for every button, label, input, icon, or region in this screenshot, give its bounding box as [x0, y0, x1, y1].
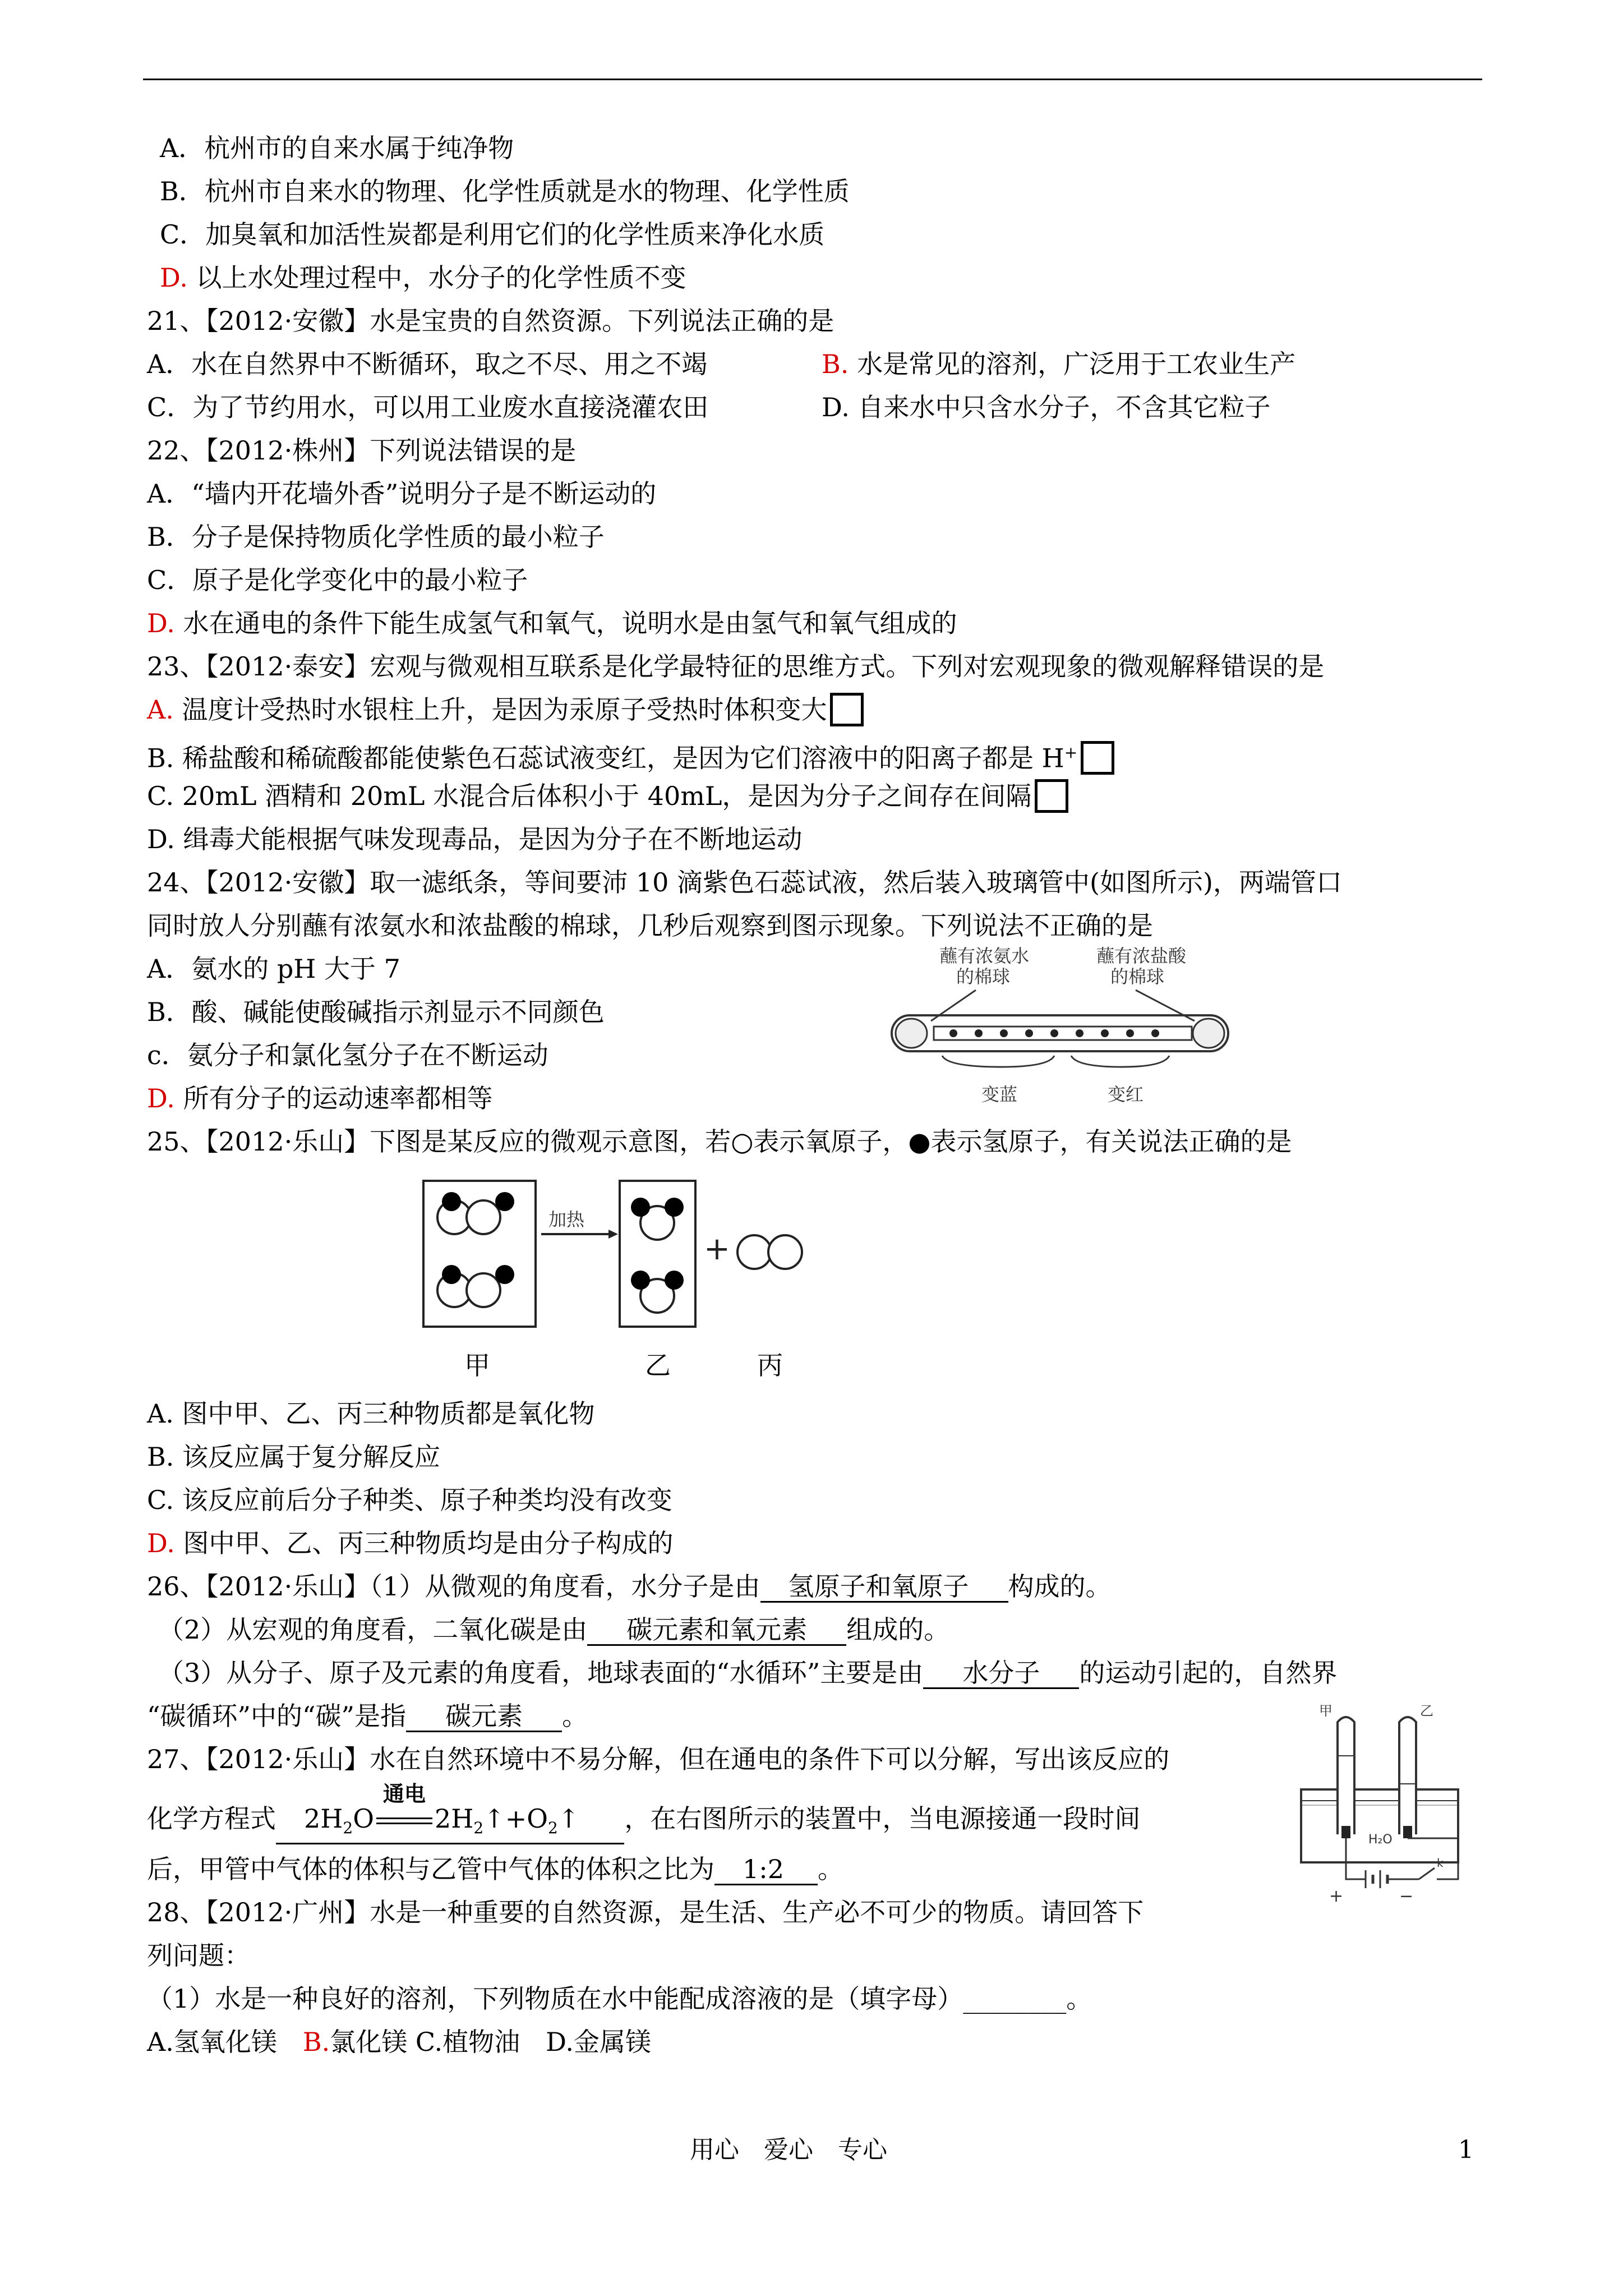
q24-option-a: A．氨水的 pH 大于 7 [147, 954, 400, 984]
q25-option-b: B. 该反应属于复分解反应 [147, 1442, 441, 1472]
answer-blank: 碳元素和氧元素 [587, 1615, 846, 1646]
answer-blank: 1:2 [714, 1855, 818, 1885]
plus-sign: + [704, 1231, 730, 1267]
q21-stem: 21、【2012·安徽】水是宝贵的自然资源。下列说法正确的是 [147, 306, 834, 336]
q20-option-c: C．加臭氧和加活性炭都是利用它们的化学性质来净化水质 [160, 219, 825, 250]
tube-label-jia: 甲 [1319, 1703, 1332, 1719]
chemical-equation: $2H_2O$ 通电 $2H_2↑+O_2↑$ [276, 1804, 624, 1844]
q20-option-a: A．杭州市的自来水属于纯净物 [160, 133, 514, 163]
q26-part4: “碳循环”中的“碳”是指 碳元素 。 [147, 1701, 588, 1731]
electrode-left [1341, 1826, 1350, 1838]
q21-option-a: A．水在自然界中不断循环，取之不尽、用之不竭 [147, 349, 708, 379]
fig-label-left-1: 蘸有浓氨水 [939, 945, 1030, 967]
cotton-ball-right [1193, 1019, 1224, 1048]
switch-label: k [1437, 1856, 1444, 1870]
q21-option-c: C．为了节约用水，可以用工业废水直接浇灌农田 [147, 392, 709, 422]
answer-letter: A. [147, 694, 174, 725]
q21-option-b: B. 水是常见的溶剂，广泛用于工农业生产 [822, 349, 1296, 379]
q24-stem-line1: 24、【2012·安徽】取一滤纸条，等间要沛 10 滴紫色石蕊试液，然后装入玻璃管中(如图所示)，两端管口 [147, 867, 1342, 898]
q25-option-c: C. 该反应前后分子种类、原子种类均没有改变 [147, 1485, 672, 1515]
q24-option-d: D. 所有分子的运动速率都相等 [147, 1083, 493, 1114]
q23-option-b: B. 稀盐酸和稀硫酸都能使紫色石蕊试液变红，是因为它们溶液中的阳离子都是 H+ [147, 736, 1114, 775]
q26-part3: （3）从分子、原子及元素的角度看，地球表面的“水循环”主要是由 水分子 的运动引起的，自然界 [158, 1658, 1338, 1688]
q26-part2: （2）从宏观的角度看，二氧化碳是由 碳元素和氧元素 组成的。 [158, 1614, 950, 1645]
fig-label-left-2: 的棉球 [956, 966, 1011, 987]
footer-motto: 用心 爱心 专心 [690, 2136, 887, 2164]
q25-option-a: A. 图中甲、乙、丙三种物质都是氧化物 [147, 1398, 595, 1429]
page-number: 1 [1458, 2136, 1474, 2164]
q22-option-b: B．分子是保持物质化学性质的最小粒子 [147, 522, 605, 552]
q28-stem-line2: 列问题： [147, 1940, 250, 1971]
positive-terminal: + [1329, 1887, 1344, 1906]
fig-label-right-1: 蘸有浓盐酸 [1096, 945, 1187, 967]
fig-label-blue: 变蓝 [981, 1084, 1018, 1105]
answer-box [1035, 779, 1068, 813]
q21-option-d: D. 自来水中只含水分子，不含其它粒子 [822, 392, 1271, 422]
reaction-diagram [421, 1178, 824, 1391]
q26-part1: 26、【2012·乐山】（1）从微观的角度看，水分子是由 氢原子和氧原子 构成的。 [147, 1571, 1112, 1602]
answer-box [830, 693, 864, 726]
answer-letter: B. [822, 349, 849, 379]
answer-letter: D. [160, 263, 188, 293]
electrolysis-apparatus [1290, 1694, 1469, 1907]
q22-stem: 22、【2012·株州】下列说法错误的是 [147, 435, 577, 466]
answer-blank: 水分子 [923, 1658, 1079, 1689]
q22-option-a: A．“墙内开花墙外香”说明分子是不断运动的 [147, 478, 657, 509]
equation-condition: 通电 [382, 1782, 426, 1806]
cotton-ball-left [896, 1019, 927, 1048]
tube-yi [1399, 1717, 1416, 1834]
q23-option-d: D. 缉毒犬能根据气味发现毒品，是因为分子在不断地运动 [147, 824, 803, 854]
q28-options: A.氢氧化镁 B.氯化镁 C.植物油 D.金属镁 [147, 2027, 651, 2057]
q24-option-c: c．氨分子和氯化氢分子在不断运动 [147, 1040, 548, 1070]
answer-letter: D. [147, 1083, 175, 1114]
q24-option-b: B．酸、碱能使酸碱指示剂显示不同颜色 [147, 997, 605, 1027]
label-jia: 甲 [464, 1350, 490, 1381]
q27-equation-line: 化学方程式 $2H_2O$ 通电 $2H_2↑+O_2↑$ ，在右图所示的装置中，当电源接通一段时间 [147, 1802, 1140, 1844]
q23-option-c: C. 20mL 酒精和 20mL 水混合后体积小于 40mL，是因为分子之间存在间隔 [147, 779, 1068, 813]
answer-blank: 氢原子和氧原子 [760, 1572, 1008, 1603]
q28-part1: （1）水是一种良好的溶剂，下列物质在水中能配成溶液的是（填字母）________。 [147, 1984, 1092, 2014]
label-yi: 乙 [645, 1350, 671, 1381]
arrow-label-heat: 加热 [548, 1209, 585, 1230]
fig-label-right-2: 的棉球 [1110, 966, 1165, 987]
q23-option-a: A. 温度计受热时水银柱上升，是因为汞原子受热时体积变大 [147, 693, 864, 726]
water-label: H₂O [1368, 1833, 1393, 1847]
q20-option-b: B．杭州市自来水的物理、化学性质就是水的物理、化学性质 [160, 176, 850, 206]
q20-option-d: D. 以上水处理过程中，水分子的化学性质不变 [160, 263, 686, 293]
switch [1419, 1868, 1435, 1879]
q27-stem: 27、【2012·乐山】水在自然环境中不易分解，但在通电的条件下可以分解，写出该反应的 [147, 1744, 1170, 1774]
q27-ratio-line: 后，甲管中气体的体积与乙管中气体的体积之比为 1:2 。 [147, 1854, 844, 1884]
q22-option-d: D. 水在通电的条件下能生成氢气和氧气，说明水是由氢气和氧气组成的 [147, 608, 957, 638]
answer-letter: D. [147, 608, 175, 638]
glass-tube-figure [880, 937, 1239, 1116]
q25-stem: 25、【2012·乐山】下图是某反应的微观示意图，若○表示氧原子，●表示氢原子，有关说法正确的是 [147, 1126, 1292, 1157]
answer-blank: 碳元素 [406, 1701, 562, 1732]
answer-letter: D. [147, 1528, 175, 1558]
tube-label-yi: 乙 [1420, 1703, 1433, 1719]
electrode-right [1403, 1826, 1412, 1838]
glass-tube [892, 1015, 1228, 1051]
q23-stem: 23、【2012·泰安】宏观与微观相互联系是化学最特征的思维方式。下列对宏观现象的微观解释错误的是 [147, 651, 1325, 682]
answer-box [1081, 741, 1114, 775]
answer-letter: B. [302, 2027, 330, 2057]
negative-terminal: − [1399, 1887, 1414, 1906]
q28-stem-line1: 28、【2012·广州】水是一种重要的自然资源，是生活、生产必不可少的物质。请回答下 [147, 1897, 1144, 1927]
q22-option-c: C．原子是化学变化中的最小粒子 [147, 565, 528, 595]
header-rule [143, 79, 1482, 80]
q24-stem-line2: 同时放人分别蘸有浓氨水和浓盐酸的棉球，几秒后观察到图示现象。下列说法不正确的是 [147, 910, 1153, 941]
tube-jia [1338, 1717, 1354, 1834]
label-bing: 丙 [757, 1350, 783, 1381]
q25-option-d: D. 图中甲、乙、丙三种物质均是由分子构成的 [147, 1528, 674, 1558]
fig-label-red: 变红 [1108, 1084, 1144, 1105]
